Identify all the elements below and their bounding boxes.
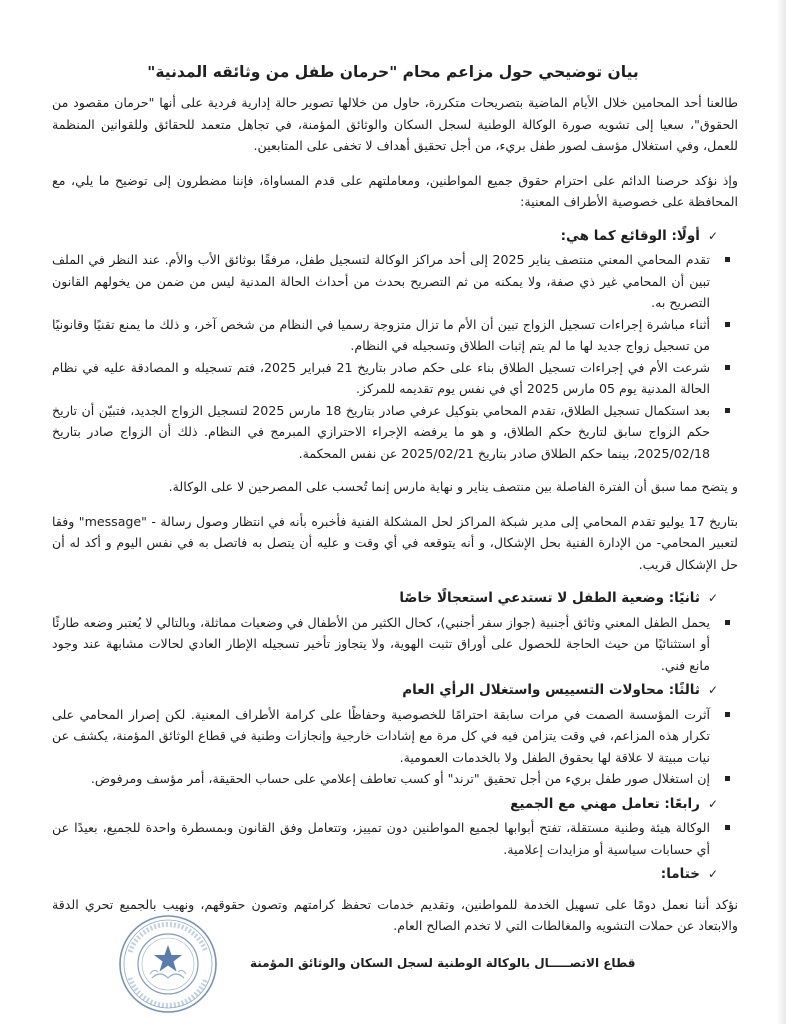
bullet-square-icon xyxy=(725,620,730,625)
document-body xyxy=(52,92,738,950)
official-stamp-seal xyxy=(116,912,220,1016)
list-item xyxy=(52,357,710,400)
list-item xyxy=(52,314,710,357)
list-item xyxy=(52,817,710,860)
section-title: رابعًا: تعامل مهني مع الجميع xyxy=(510,795,700,812)
list-item-text: شرعت الأم في إجراءات تسجيل الطلاق بناء على حكم صادر بتاريخ 21 فبراير 2025، فتم تسجيله و المصادقة عليه في نظام الحالة المدنية يوم 05 مارس 2025 أي في نفس يوم تقديمه للمركز. xyxy=(52,359,710,396)
checkmark-icon: ✓ xyxy=(707,683,718,697)
document-title: بيان توضيحي حول مزاعم محام "حرمان طفل من وثائقه المدنية" xyxy=(147,63,639,81)
section-title: ثالثًا: محاولات التسييس واستغلال الرأي العام xyxy=(402,682,700,698)
section-heading xyxy=(52,680,738,702)
checkmark-icon: ✓ xyxy=(707,591,718,605)
stamp-seal-graphic xyxy=(116,912,220,1016)
list-item-text: بعد استكمال تسجيل الطلاق، تقدم المحامي بتوكيل عرفي صادر بتاريخ 18 مارس 2025 لتسجيل الزواج الجديد، فتبيّن أن تاريخ حكم الزواج سابق لتاريخ حكم الطلاق، و هو ما يرفضه الإجراء الاحترازي المبرمج في النظام. ذلك أن الزواج صادر بتاريخ 2025/02/18، بينما حكم الطلاق صادر بتاريخ 2025/02/21 عن نفس المحكمة. xyxy=(52,402,710,461)
closing-paragraph: نؤكد أننا نعمل دومًا على تسهيل الخدمة للمواطنين، وتقديم خدمات تحفظ كرامتهم وتصون حقوقهم، ونهيب بالجميع تحري الدقة والابتعاد عن حملات التشويه والمغالطات التي لا تخدم الصالح العام. xyxy=(52,896,738,933)
intro-paragraph: طالعنا أحد المحامين خلال الأيام الماضية بتصريحات متكررة، حاول من خلالها تصوير حالة إدارية فردية على أنها "حرمان مقصود من الحقوق"، سعيا إلى تشويه صورة الوكالة الوطنية لسجل السكان والوثائق المؤمنة، في تجاهل متعمد للحقائق وللقوانين المنظمة للعمل، وفي استغلال مؤسف لصور طفل بريء، من أجل تحقيق أهداف لا تخفى على المتابعين. xyxy=(52,95,738,153)
section-title: أولًا: الوقائع كما هي: xyxy=(560,227,700,244)
signature-line: قطاع الاتصـــــال بالوكالة الوطنية لسجل السكان والوثائق المؤمنة xyxy=(250,956,636,970)
bullet-list xyxy=(52,704,738,790)
section-heading xyxy=(52,794,738,816)
section-child-status xyxy=(52,588,738,676)
bullet-list xyxy=(52,612,738,677)
section-politicization xyxy=(52,680,738,790)
section-heading xyxy=(52,864,738,886)
checkmark-icon: ✓ xyxy=(707,867,718,881)
list-item-text: أثناء مباشرة إجراءات تسجيل الزواج تبين أن الأم ما تزال متزوجة رسميا في النظام من شخص آخر، و ذلك ما يمنع تقنيًا وقانونيًا من تسجيل زواج جديد لها ما لم يتم إثبات الطلاق وتسجيله في النظام. xyxy=(52,316,710,353)
bullet-square-icon xyxy=(725,712,730,717)
bullet-square-icon xyxy=(725,322,730,327)
section-heading xyxy=(52,588,738,610)
checkmark-icon: ✓ xyxy=(707,228,718,243)
bullet-square-icon xyxy=(725,365,730,370)
list-item xyxy=(52,400,710,465)
section-heading xyxy=(52,226,738,248)
followup-paragraph: بتاريخ 17 يوليو تقدم المحامي إلى مدير شبكة المراكز لحل المشكلة الفنية فأخبره بأنه في انتظار وصول رسالة - "message" وفقا لتعبير المحامي- من الإدارة الفنية بحل الإشكال، و أنه يتوقعه في أي وقت و عليه أن يتصل به فاتصل به في نفس اليوم و أكد له أن حل الإشكال قريب. xyxy=(52,513,738,572)
list-item-text: إن استغلال صور طفل بريء من أجل تحقيق "ترند" أو كسب تعاطف إعلامي على حساب الحقيقة، أمر مؤسف ومرفوض. xyxy=(90,771,710,786)
bullet-list xyxy=(52,249,738,464)
section-title: ثانيًا: وضعية الطفل لا تستدعي استعجالًا خاصًا xyxy=(399,590,700,606)
section-professional-treatment xyxy=(52,794,738,861)
section-facts xyxy=(52,226,738,576)
bullet-list xyxy=(52,817,738,860)
list-item-text: يحمل الطفل المعني وثائق أجنبية (جواز سفر أجنبي)، كحال الكثير من الأطفال في وضعيات مماثلة، وبالتالي لا يُعتبر وضعه طارئًا أو استثنائيًا من حيث الحاجة للحصول على أوراق تثبت الهوية، ولا يتجاوز تأخير تسجيله الإطار العادي لحالات مشابهة عند وجود مانع فني. xyxy=(52,614,710,673)
bullet-square-icon xyxy=(725,257,730,262)
bullet-square-icon xyxy=(725,408,730,413)
preface-paragraph: وإذ نؤكد حرصنا الدائم على احترام حقوق جميع المواطنين، ومعاملتهم على قدم المساواة، فإننا مضطرون إلى توضيح ما يلي، مع المحافظة على خصوصية الأطراف المعنية: xyxy=(52,172,738,209)
list-item xyxy=(52,704,710,769)
list-item xyxy=(52,612,710,677)
bullet-square-icon xyxy=(725,825,730,830)
page-edge-shadow xyxy=(776,0,786,1024)
bullet-square-icon xyxy=(725,776,730,781)
list-item xyxy=(52,768,710,790)
conclusion-paragraph: و يتضح مما سبق أن الفترة الفاصلة بين منتصف يناير و نهاية مارس إنما تُحسب على المصرحين لا على الوكالة. xyxy=(168,479,738,494)
list-item-text: آثرت المؤسسة الصمت في مرات سابقة احترامًا للخصوصية وحفاظًا على كرامة الأطراف المعنية. لكن إصرار المحامي على تكرار هذه المزاعم، في وقت يتزامن فيه في كل مرة مع إشادات خارجية وإنجازات وطنية في قطاع الوثائق المؤمنة، يكشف عن نيات مبيتة لا علاقة لها بحقوق الطفل ولا بالخدمات العمومية. xyxy=(52,706,710,765)
section-title: ختاما: xyxy=(660,866,700,882)
checkmark-icon: ✓ xyxy=(707,796,718,811)
list-item-text: الوكالة هيئة وطنية مستقلة، تفتح أبوابها لجميع المواطنين دون تمييز، وتتعامل وفق القانون وبمسطرة واحدة للجميع، بعيدًا عن أي حسابات سياسية أو مزايدات إعلامية. xyxy=(52,820,710,857)
list-item-text: تقدم المحامي المعني منتصف يناير 2025 إلى أحد مراكز الوكالة لتسجيل طفل، مرفقًا بوثائق الأب والأم. عند النظر في الملف تبين أن المحامي غير ذي صفة، ولا يمكنه من ثم التصريح بحدث من أحداث الحالة المدنية ليس من ضمن من يخولهم القانون التصريح به. xyxy=(52,252,711,310)
list-item xyxy=(52,249,710,314)
